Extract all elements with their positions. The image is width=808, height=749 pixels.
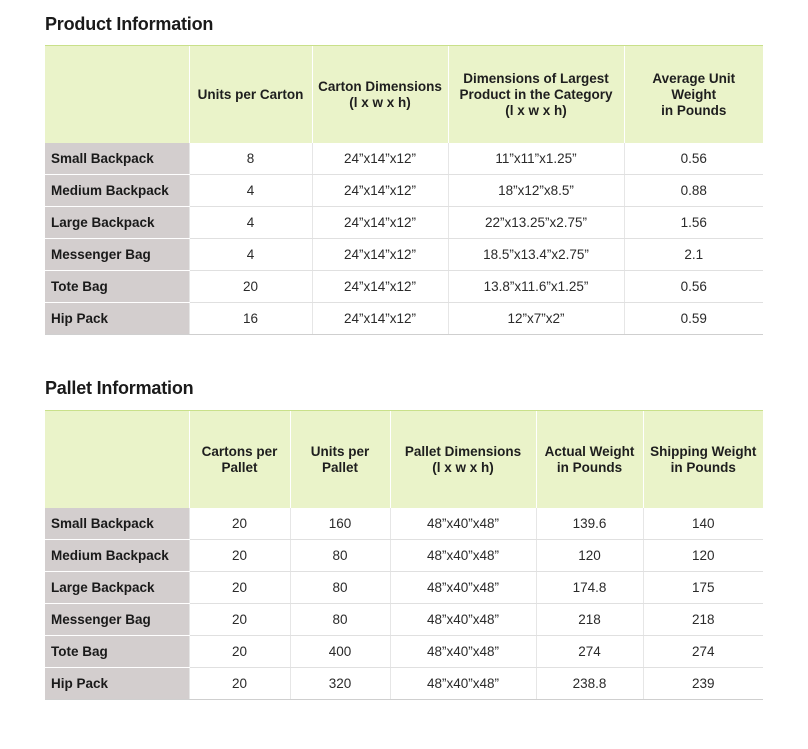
table-cell: 20 [189,636,290,668]
table-cell: 24”x14”x12” [312,207,448,239]
pallet-header-units-per-pallet: Units per Pallet [290,411,390,509]
table-row [45,572,763,604]
table-cell: 218 [643,604,763,636]
table-cell: 238.8 [536,668,643,700]
table-cell: 274 [643,636,763,668]
table-cell: 0.56 [624,143,763,175]
row-label: Hip Pack [45,303,189,335]
product-info-title: Product Information [45,14,214,34]
table-cell: 0.88 [624,175,763,207]
pallet-info-title: Pallet Information [45,378,194,398]
table-cell: 218 [536,604,643,636]
table-cell: 20 [189,540,290,572]
table-cell: 140 [643,508,763,540]
table-cell: 24”x14”x12” [312,271,448,303]
table-cell: 20 [189,572,290,604]
table-cell: 18.5”x13.4”x2.75” [448,239,624,271]
table-cell: 13.8”x11.6”x1.25” [448,271,624,303]
table-cell: 0.56 [624,271,763,303]
product-header-units-per-carton: Units per Carton [189,46,312,144]
table-cell: 1.56 [624,207,763,239]
table-cell: 239 [643,668,763,700]
table-row [45,303,763,335]
table-row [45,668,763,700]
table-cell: 22”x13.25”x2.75” [448,207,624,239]
table-row [45,636,763,668]
row-label: Large Backpack [45,572,189,604]
table-cell: 80 [290,604,390,636]
row-label: Small Backpack [45,508,189,540]
table-row [45,508,763,540]
table-cell: 4 [189,239,312,271]
pallet-header-actual-weight: Actual Weight in Pounds [536,411,643,509]
row-label: Messenger Bag [45,604,189,636]
table-cell: 16 [189,303,312,335]
table-cell: 139.6 [536,508,643,540]
table-cell: 48”x40”x48” [390,668,536,700]
product-header-average-weight: Average Unit Weight in Pounds [624,46,763,144]
table-row [45,175,763,207]
table-row [45,604,763,636]
table-cell: 48”x40”x48” [390,572,536,604]
table-cell: 400 [290,636,390,668]
table-cell: 120 [536,540,643,572]
table-cell: 48”x40”x48” [390,540,536,572]
table-row [45,207,763,239]
table-cell: 120 [643,540,763,572]
table-cell: 0.59 [624,303,763,335]
table-cell: 12”x7”x2” [448,303,624,335]
table-cell: 24”x14”x12” [312,175,448,207]
table-cell: 20 [189,508,290,540]
table-cell: 174.8 [536,572,643,604]
row-label: Large Backpack [45,207,189,239]
table-cell: 48”x40”x48” [390,636,536,668]
table-cell: 8 [189,143,312,175]
table-row [45,540,763,572]
pallet-header-row [45,411,763,509]
table-cell: 160 [290,508,390,540]
table-cell: 4 [189,175,312,207]
table-cell: 48”x40”x48” [390,508,536,540]
table-cell: 80 [290,572,390,604]
product-header-blank [45,46,189,144]
table-row [45,143,763,175]
table-cell: 274 [536,636,643,668]
table-cell: 20 [189,271,312,303]
table-cell: 4 [189,207,312,239]
table-cell: 2.1 [624,239,763,271]
table-cell: 175 [643,572,763,604]
table-cell: 80 [290,540,390,572]
pallet-info-table [45,410,763,700]
pallet-header-pallet-dimensions: Pallet Dimensions (l x w x h) [390,411,536,509]
table-cell: 24”x14”x12” [312,143,448,175]
pallet-header-cartons-per-pallet: Cartons per Pallet [189,411,290,509]
table-cell: 11”x11”x1.25” [448,143,624,175]
table-cell: 20 [189,604,290,636]
table-cell: 320 [290,668,390,700]
table-cell: 20 [189,668,290,700]
product-header-row [45,46,763,144]
table-row [45,271,763,303]
row-label: Medium Backpack [45,540,189,572]
row-label: Small Backpack [45,143,189,175]
table-cell: 48”x40”x48” [390,604,536,636]
table-cell: 24”x14”x12” [312,303,448,335]
product-header-largest-dimensions: Dimensions of Largest Product in the Category (l x w x h) [448,46,624,144]
row-label: Tote Bag [45,271,189,303]
table-row [45,239,763,271]
row-label: Medium Backpack [45,175,189,207]
row-label: Hip Pack [45,668,189,700]
row-label: Messenger Bag [45,239,189,271]
pallet-header-blank [45,411,189,509]
table-cell: 18”x12”x8.5” [448,175,624,207]
product-info-table [45,45,763,335]
pallet-header-shipping-weight: Shipping Weight in Pounds [643,411,763,509]
table-cell: 24”x14”x12” [312,239,448,271]
product-header-carton-dimensions: Carton Dimensions (l x w x h) [312,46,448,144]
row-label: Tote Bag [45,636,189,668]
